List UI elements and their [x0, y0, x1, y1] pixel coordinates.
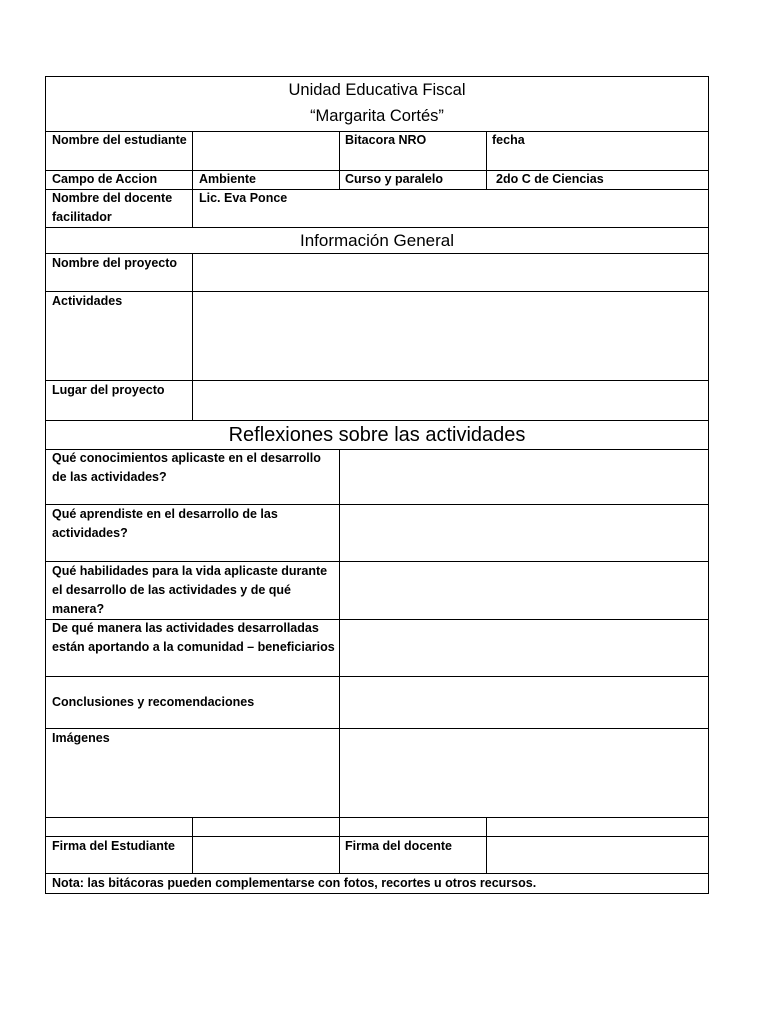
bitacora-form	[45, 76, 709, 894]
col-line	[192, 131, 193, 227]
general-heading: Información General	[299, 231, 455, 250]
teacher-signature-label: Firma del docente	[345, 839, 452, 853]
curso-value: 2do C de Ciencias	[496, 172, 604, 186]
docente-value: Lic. Eva Ponce	[199, 191, 288, 205]
question-community: De qué manera las actividades desarrolladas están aportando a la comunidad – beneficiarios	[52, 621, 335, 654]
col-line	[192, 817, 193, 873]
question-knowledge: Qué conocimientos aplicaste en el desarrollo de las actividades?	[52, 451, 321, 484]
images-label: Imágenes	[52, 731, 110, 745]
row-line	[45, 817, 709, 818]
school-quote-name: “Margarita Cortés”	[310, 107, 444, 125]
school-name: Unidad Educativa Fiscal	[288, 81, 466, 99]
row-line	[45, 728, 709, 729]
activities-label: Actividades	[52, 294, 123, 308]
project-name-label: Nombre del proyecto	[52, 256, 178, 270]
col-line	[486, 131, 487, 189]
reflections-heading: Reflexiones sobre las actividades	[228, 424, 526, 446]
row-line	[45, 676, 709, 677]
question-learned: Qué aprendiste en el desarrollo de las actividades?	[52, 507, 278, 540]
border-right	[708, 76, 709, 894]
student-signature-label: Firma del Estudiante	[52, 839, 175, 853]
row-line	[45, 291, 709, 292]
campo-value: Ambiente	[199, 172, 256, 186]
conclusions-label: Conclusiones y recomendaciones	[52, 695, 255, 709]
docente-label: Nombre del docente facilitador	[52, 191, 173, 224]
col-line	[339, 449, 340, 873]
border-left	[45, 76, 46, 894]
border-bottom	[45, 893, 709, 894]
col-line	[339, 131, 340, 189]
border-top	[45, 76, 709, 77]
campo-label: Campo de Accion	[52, 172, 158, 186]
student-name-label: Nombre del estudiante	[52, 133, 187, 147]
bitacora-label: Bitacora NRO	[345, 133, 427, 147]
curso-label: Curso y paralelo	[345, 172, 443, 186]
place-label: Lugar del proyecto	[52, 383, 165, 397]
question-life-skills: Qué habilidades para la vida aplicaste durante el desarrollo de las actividades y de qué manera?	[52, 564, 328, 616]
col-line	[192, 253, 193, 420]
note-text: Nota: las bitácoras pueden complementarse con fotos, recortes u otros recursos.	[52, 876, 537, 890]
date-label: fecha	[492, 133, 525, 147]
col-line	[486, 817, 487, 873]
